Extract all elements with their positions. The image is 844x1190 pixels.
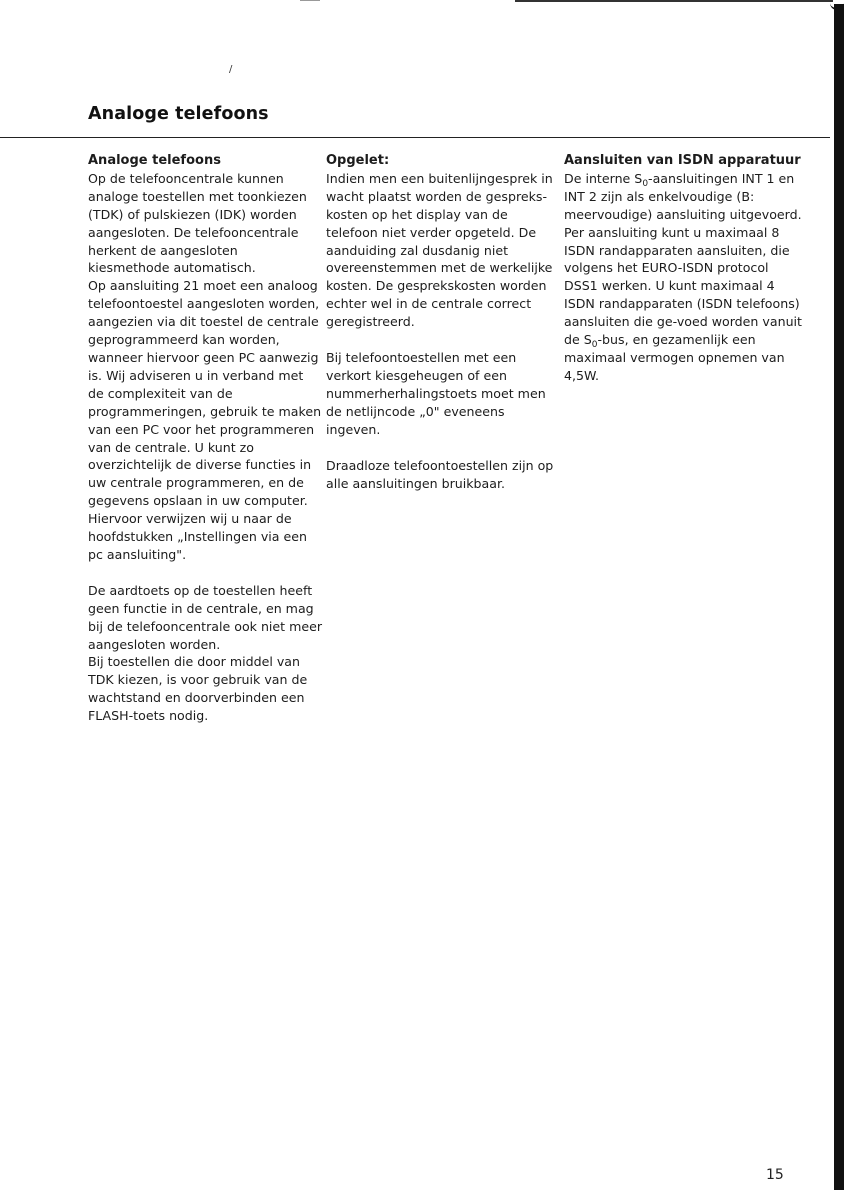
paragraph: Draadloze telefoontoestellen zijn op alle aansluitingen bruikbaar. xyxy=(326,457,554,491)
scan-artifact-right-edge xyxy=(834,4,844,1190)
section-heading: Opgelet: xyxy=(326,153,390,168)
column-isdn-apparatuur xyxy=(564,152,804,385)
column-analoge-telefoons xyxy=(88,152,323,725)
section-heading: Aansluiten van ISDN apparatuur xyxy=(564,153,801,168)
paragraph: De interne $S_0$-aansluitingen INT 1 en INT 2 zijn als enkelvoudige (B: meervoudige) aansluiting uitgevoerd. Per aansluiting kunt u maximaal 8 ISDN randapparaten aansluiten, die volgens het EURO-ISDN protocol DSS1 werken. U kunt maximaal 4 ISDN randapparaten (ISDN telefoons) aansluiten die ge-voed worden vanuit de $S_0$-bus, en gezamenlijk een maximaal vermogen opnemen van 4,5W. xyxy=(564,170,802,383)
scan-artifact xyxy=(300,0,320,1)
page-title: Analoge telefoons xyxy=(88,104,269,124)
stray-mark: / xyxy=(229,64,233,75)
paragraph: Indien men een buitenlijngesprek in wacht plaatst worden de gespreks-kosten op het display van de telefoon niet verder opgeteld. De aanduiding zal dusdanig niet overeenstemmen met de werkelijke kosten. De gesprekskosten worden echter wel in de centrale correct geregistreerd. xyxy=(326,170,553,330)
scan-artifact-top-rule xyxy=(515,0,833,2)
page-number: 15 xyxy=(766,1167,784,1183)
paragraph: Bij telefoontoestellen met een verkort kiesgeheugen of een nummerherhalingstoets moet men de netlijncode „0" eveneens ingeven. xyxy=(326,350,546,437)
column-opgelet xyxy=(326,152,556,492)
header-divider xyxy=(0,137,830,138)
section-heading: Analoge telefoons xyxy=(88,153,221,168)
paragraph: Bij toestellen die door middel van TDK kiezen, is voor gebruik van de wachtstand en doorverbinden een FLASH-toets nodig. xyxy=(88,654,308,724)
paragraph: Op de telefooncentrale kunnen analoge toestellen met toonkiezen (TDK) of pulskiezen (IDK) worden aangesloten. De telefooncentrale herkent de aangesloten kiesmethode automatisch. xyxy=(88,170,307,276)
paragraph: De aardtoets op de toestellen heeft geen functie in de centrale, en mag bij de telefooncentrale ook niet meer aangesloten worden. xyxy=(88,582,323,652)
paragraph: Op aansluiting 21 moet een analoog telefoontoestel aangesloten worden, aangezien via dit toestel de centrale geprogrammeerd kan worden, wanneer hiervoor geen PC aanwezig is. Wij adviseren u in verband met de complexiteit van de programmeringen, gebruik te maken van een PC voor het programmeren van de centrale. U kunt zo overzichtelijk de diverse functies in uw centrale programmeren, en de gegevens opslaan in uw computer. Hiervoor verwijzen wij u naar de hoofdstukken „Instellingen via een pc aansluiting". xyxy=(88,278,322,562)
